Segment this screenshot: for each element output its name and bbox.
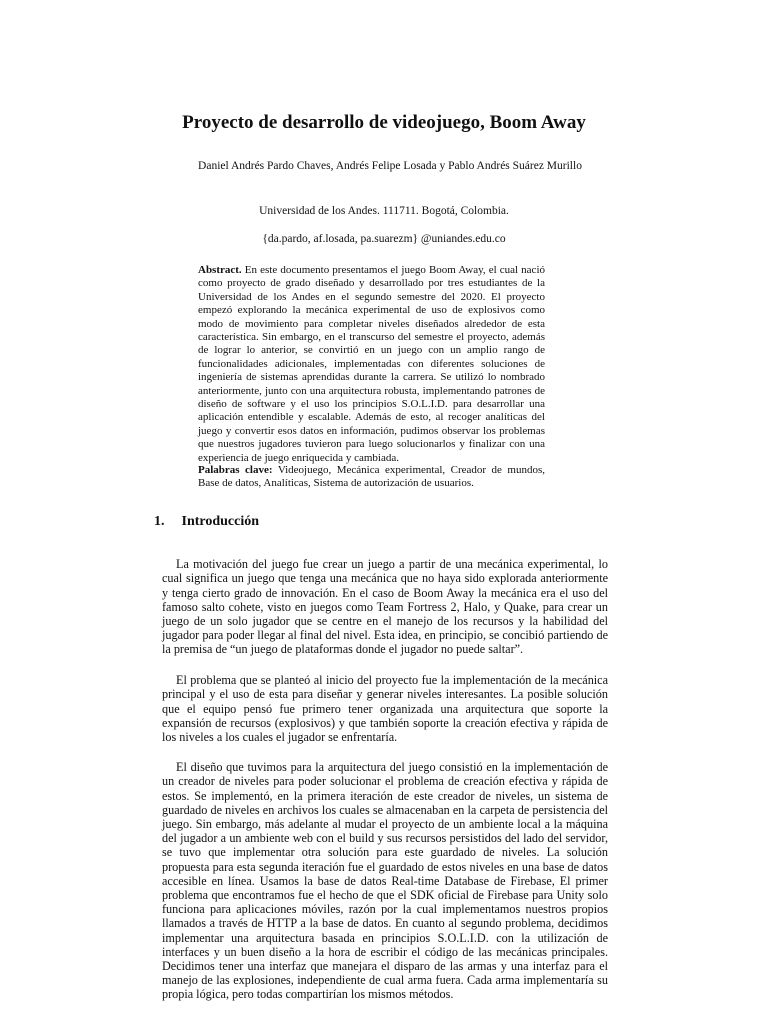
author-emails: {da.pardo, af.losada, pa.suarezm} @uniandes.edu.co: [262, 233, 506, 245]
keywords-text: Videojuego, Mecánica experimental, Creador de mundos, Base de datos, Analíticas, Sistema de autorización de usuarios.: [198, 464, 545, 490]
paper-title: Proyecto de desarrollo de videojuego, Boom Away: [182, 112, 586, 133]
author-list: Daniel Andrés Pardo Chaves, Andrés Felipe Losada y Pablo Andrés Suárez Murillo: [198, 160, 582, 172]
abstract: [198, 264, 545, 465]
section-number: 1.: [154, 514, 165, 529]
paragraph: El problema que se planteó al inicio del proyecto fue la implementación de la mecánica principal y el uso de esta para diseñar y generar niveles interesantes. La posible solución que el equipo pensó fue primero tener organizada una arquitectura que soporte la expansión de recursos (explosivos) y que también soporte la creación efectiva y rápida de los niveles a los cuales el jugador se enfrentaría.: [162, 673, 608, 744]
keywords: [198, 464, 545, 491]
section-heading: [154, 514, 259, 530]
abstract-text: En este documento presentamos el juego Boom Away, el cual nació como proyecto de grado diseñado y desarrollado por tres estudiantes de la Universidad de los Andes en el segundo semestre del 2020. El proyecto empezó explorando la mecánica experimental de uso de explosivos como modo de movimiento para completar niveles diseñados alrededor de esta característica. Sin embargo, en el transcurso del semestre el proyecto, además de lograr lo anterior, se convirtió en un juego con un amplio rango de funcionalidades adicionales, implementadas con diferentes soluciones de ingeniería de sistemas aprendidas durante la carrera. Se utilizó lo nombrado anteriormente, junto con una arquitectura robusta, implementando patrones de diseño de software y el uso los principios S.O.L.I.D. para desarrollar una aplicación entendible y escalable. Además de esto, al recoger analíticas del juego y convertir esos datos en información, pudimos observar los problemas que nuestros jugadores tuvieron para luego solucionarlos y finalizar con una experiencia de juego enriquecida y cambiada.: [198, 264, 545, 464]
section-title: Introducción: [181, 514, 260, 529]
abstract-label: Abstract.: [198, 264, 242, 276]
affiliation: Universidad de los Andes. 111711. Bogotá, Colombia.: [259, 205, 509, 217]
paragraph: La motivación del juego fue crear un juego a partir de una mecánica experimental, lo cual significa un juego que tenga una mecánica que no haya sido explorada anteriormente y tenga cierto grado de innovación. En el caso de Boom Away la mecánica era el uso del famoso salto cohete, visto en juegos como Team Fortress 2, Halo, y Quake, para crear un juego de un solo jugador que se centre en el manejo de los recursos y la habilidad del jugador para poder llegar al final del nivel. Esta idea, en principio, se concibió partiendo de la premisa de “un juego de plataformas donde el jugador no puede saltar”.: [162, 557, 608, 657]
paragraph: El diseño que tuvimos para la arquitectura del juego consistió en la implementación de un creador de niveles para poder solucionar el problema de creación efectiva y rápida de estos. Se implementó, en la primera iteración de este creador de niveles, un sistema de guardado de niveles en archivos los cuales se almacenaban en la carpeta de persistencia del juego. Sin embargo, más adelante al mudar el proyecto de un ambiente local a la máquina del jugador a un ambiente web con el build y sus recursos persistidos del lado del servidor, se tuvo que implementar otra solución para este guardado de niveles. La solución propuesta para esta segunda iteración fue el guardado de estos niveles en una base de datos accesible en línea. Usamos la base de datos Real-time Database de Firebase, El primer problema que encontramos fue el hecho de que el SDK oficial de Firebase para Unity solo funciona para aplicaciones móviles, razón por la cual implementamos nuestros propios llamados a través de HTTP a la base de datos. En cuanto al segundo problema, decidimos implementar una arquitectura basada en principios S.O.L.I.D. con la utilización de interfaces y un buen diseño a la hora de escribir el código de las mecánicas principales. Decidimos tener una interfaz que manejara el disparo de las armas y una interfaz para el manejo de las explosiones, independiente de cual arma fuera. Cada arma implementaría su propia lógica, pero todas compartirían los mismos métodos.: [162, 760, 608, 1002]
keywords-label: Palabras clave:: [198, 464, 273, 476]
